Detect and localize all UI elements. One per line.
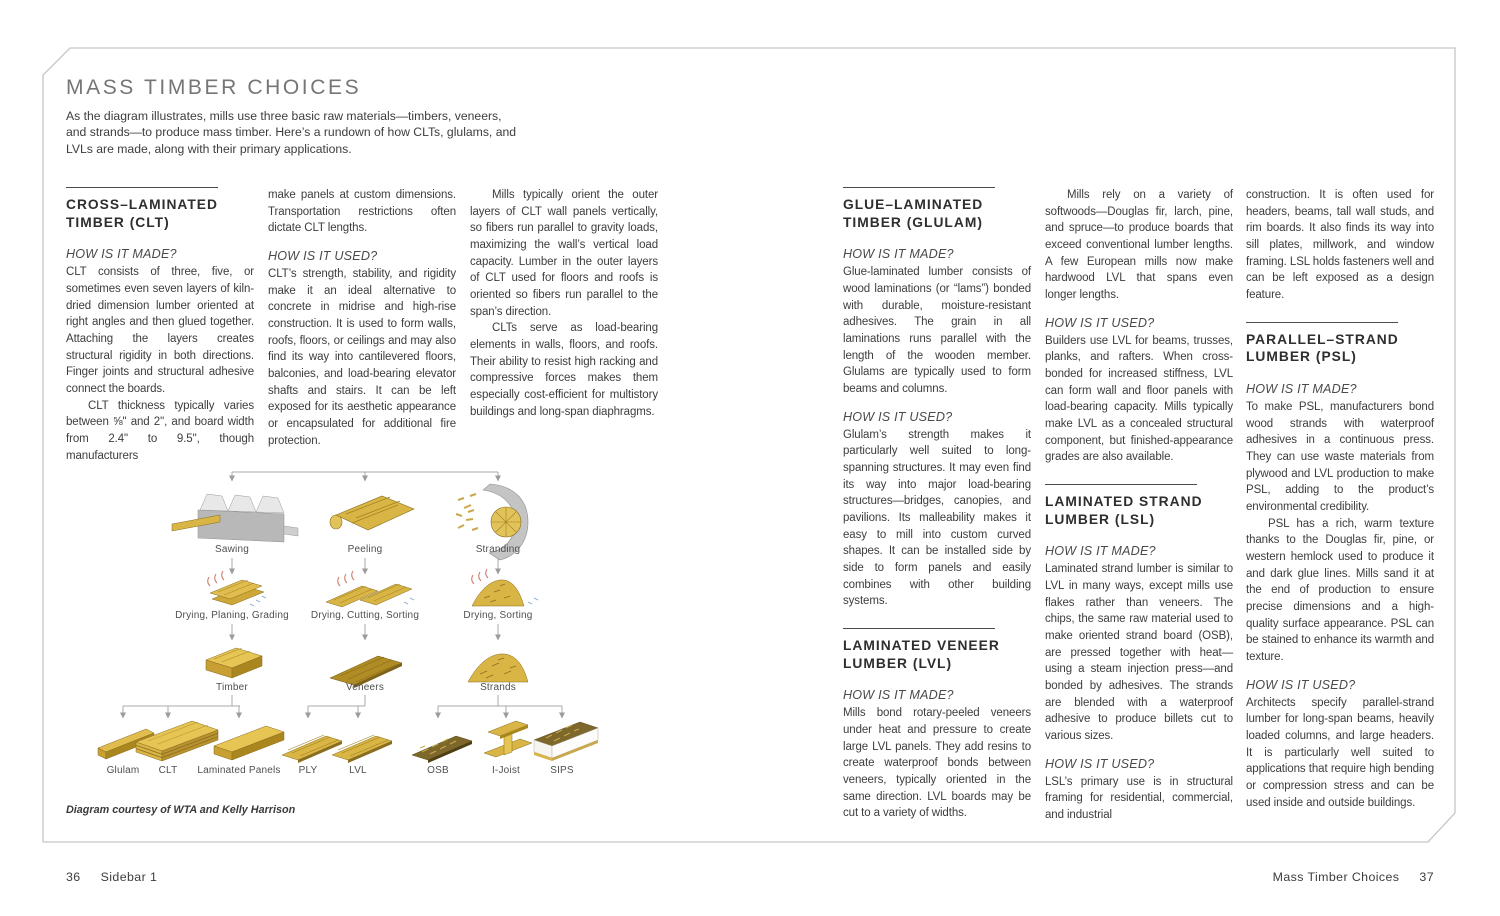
page-header [66,76,526,157]
clt-used-paragraph: CLT’s strength, stability, and rigidity make it an ideal alternative to concrete in midrise and high-rise construction. It is used to form walls, roofs, floors, or ceilings and may also find its way into cantilevered floors, balconies, and load-bearing elevator shafts and stairs. It can be left exposed for its aesthetic appearance or encapsulated for additional fire protection. [268,268,456,447]
intro-text: As the diagram illustrates, mills use three basic raw materials—timbers, veneers, and strands—to produce mass timber. Here’s a rundown of how CLTs, glulams, and LVLs are made, along with their primary applications. [66,109,517,156]
column-clt-1 [66,187,254,464]
lvl-heading: LAMINATED VENEER LUMBER (LVL) [843,638,1000,671]
how-used-label: HOW IS IT USED? [1045,756,1155,771]
psl-heading: PARALLEL–STRAND LUMBER (PSL) [1246,331,1399,365]
lsl-heading: LAMINATED STRAND LUMBER (LSL) [1045,494,1203,527]
clt-used-paragraph: CLTs serve as load-bearing elements in walls, floors, and roofs. Their ability to resist high racking and compressive forces makes them especially cost-efficient for multistory buildings and long-span diaphragms. [470,322,658,418]
lvl-made-paragraph: Mills rely on a variety of softwoods—Douglas fir, larch, pine, and spruce—to produce boards that exceed conventional lumber lengths. A few European mills now make hardwood LVL that spans even longer lengths. [1045,189,1233,302]
laminated-panels-product-icon [214,726,284,760]
strands-icon [468,654,528,682]
osb-product-icon [412,736,472,763]
section-rule [843,628,995,629]
sips-label: SIPS [550,765,574,776]
column-lvl-lsl [1045,187,1233,824]
section-rule [66,187,218,188]
glulam-heading: GLUE–LAMINATED TIMBER (GLULAM) [843,197,984,230]
clt-label: CLT [158,765,178,776]
ply-product-icon [282,735,342,763]
glulam-made-paragraph: Glue-laminated lumber consists of wood laminations (or “lams”) bonded with durable, moisture-resistant adhesives. The grain in all laminations runs parallel with the length of the wooden member. Glulams are typically used to form beams and columns. [843,266,1031,396]
column-glulam-lvl [843,187,1031,822]
lvl-product-icon [332,735,392,763]
page-title: MASS TIMBER CHOICES [66,76,362,99]
how-made-label: HOW IS IT MADE? [1246,382,1357,397]
sawing-label: Sawing [215,544,249,555]
veneers-label: Veneers [345,682,385,693]
mass-timber-process-diagram [60,452,640,792]
how-used-label: HOW IS IT USED? [268,249,378,264]
section-rule [1045,484,1197,485]
glulam-used-paragraph: Glulam’s strength makes it particularly well suited to long-spanning structures. It may even find its way into major load-bearing structures—bridges, canopies, and pavilions. Its malleability makes it easy to mill into custom curved shapes. It can be installed side by side to form panels and easily combines with other building systems. [843,428,1031,608]
how-made-label: HOW IS IT MADE? [843,247,954,262]
psl-made-paragraph: PSL has a rich, warm texture thanks to the Douglas fir, pine, or western hemlock used to produce it and dark glue lines. Mills sand it at the end of production to ensure precise dimensions and a high-quality surface appearance. PSL can be stained to enhance its warmth and texture. [1246,517,1434,664]
page-number-left: 36 [66,870,81,884]
ply-label: PLY [298,765,318,776]
clt-made-paragraph: make panels at custom dimensions. Transportation restrictions often dictate CLT lengths. [268,189,456,235]
sips-product-icon [534,722,598,761]
clt-heading: CROSS–LAMINATED TIMBER (CLT) [66,197,218,230]
lsl-used-paragraph: construction. It is often used for headers, beams, tall wall studs, and rim boards. It also finds its way into sill plates, millwork, and window framing. LSL holds fasteners well and can be left exposed as a design feature. [1246,189,1434,302]
lvl-made-paragraph: Mills bond rotary-peeled veneers under heat and pressure to create large LVL panels. They add resins to create waterproof bonds between veneers, typically oriented in the same direction. LVL boards may be cut to a variety of widths. [843,707,1031,820]
drying-planing-grading-icon [208,571,266,606]
clt-used-paragraph: Mills typically orient the outer layers of CLT wall panels vertically, so fibers run parallel to gravity loads, maximizing the wall’s vertical load capacity. Lumber in the outer layers of CLT used for floors and roofs is oriented so fibers run parallel to the span’s direction. [470,189,658,318]
clt-made-paragraph: CLT thickness typically varies between ⅝" and 2", and board width from 2.4" to 9.5", though manufacturers [66,399,254,462]
clt-made-paragraph: CLT consists of three, five, or sometimes even seven layers of kiln-dried dimension lumber oriented at right angles and then glued together. Attaching the layers creates structural rigidity in both directions. Finger joints and structural adhesive connect the boards. [66,266,254,396]
running-head-left: Sidebar 1 [100,870,158,884]
drying-cutting-sorting-label: Drying, Cutting, Sorting [310,610,420,621]
lvl-used-paragraph: Builders use LVL for beams, trusses, planks, and rafters. When cross-bonded for increased stiffness, LVL can form wall and floor panels with load-bearing capacity. Mills typically make LVL as a concealed structural component, but finished-appearance grades are also available. [1045,334,1233,464]
timber-label: Timber [216,682,248,693]
stranding-label: Stranding [475,544,521,555]
glulam-label: Glulam [106,765,140,776]
osb-label: OSB [427,765,449,776]
clt-product-icon [136,721,218,761]
drying-planing-grading-label: Drying, Planing, Grading [175,610,289,621]
drying-sorting-label: Drying, Sorting [463,610,533,621]
i-joist-label: I-Joist [491,765,521,776]
lvl-label: LVL [349,765,367,776]
sawing-icon [172,494,298,542]
drying-sorting-icon [472,569,538,606]
lsl-made-paragraph: Laminated strand lumber is similar to LVL in many ways, except mills use flakes rather than veneers. The chips, the same raw material used to make oriented strand board (OSB), are pressed together with heat—using a steam injection press—and bonded by adhesives. The strands are blended with a waterproof adhesive to produce billets cut to various sizes. [1045,563,1233,743]
psl-made-paragraph: To make PSL, manufacturers bond wood strands with waterproof adhesives in a continuous press. They can use waste materials from plywood and LVL production to make PSL, adding to the product’s environmental credibility. [1246,401,1434,514]
section-rule [843,187,995,188]
how-made-label: HOW IS IT MADE? [66,247,177,262]
footer-right [1273,870,1434,884]
drying-cutting-sorting-icon [326,571,414,607]
diagram-caption: Diagram courtesy of WTA and Kelly Harrison [66,804,296,816]
psl-used-paragraph: Architects specify parallel-strand lumber for long-span beams, heavily loaded columns, and large headers. It is particularly well suited to applications that require high bending or compression stress and can be used inside and outside buildings. [1246,696,1434,809]
peeling-label: Peeling [347,544,383,555]
how-used-label: HOW IS IT USED? [1045,315,1155,330]
how-used-label: HOW IS IT USED? [843,409,953,424]
column-clt-3 [470,187,658,420]
section-rule [1246,322,1398,323]
strands-label: Strands [480,682,516,693]
column-lsl-psl [1246,187,1434,811]
running-head-right: Mass Timber Choices [1272,870,1400,884]
i-joist-product-icon [484,721,532,757]
how-made-label: HOW IS IT MADE? [1045,544,1156,559]
timber-icon [206,648,262,678]
peeling-icon [330,496,414,530]
footer-left [66,870,157,884]
laminated-panels-label: Laminated Panels [197,765,281,776]
column-clt-2 [268,187,456,449]
lsl-used-paragraph: LSL’s primary use is in structural framing for residential, commercial, and industrial [1045,775,1233,822]
how-used-label: HOW IS IT USED? [1246,677,1356,692]
page-number-right: 37 [1419,870,1434,884]
how-made-label: HOW IS IT MADE? [843,688,954,703]
